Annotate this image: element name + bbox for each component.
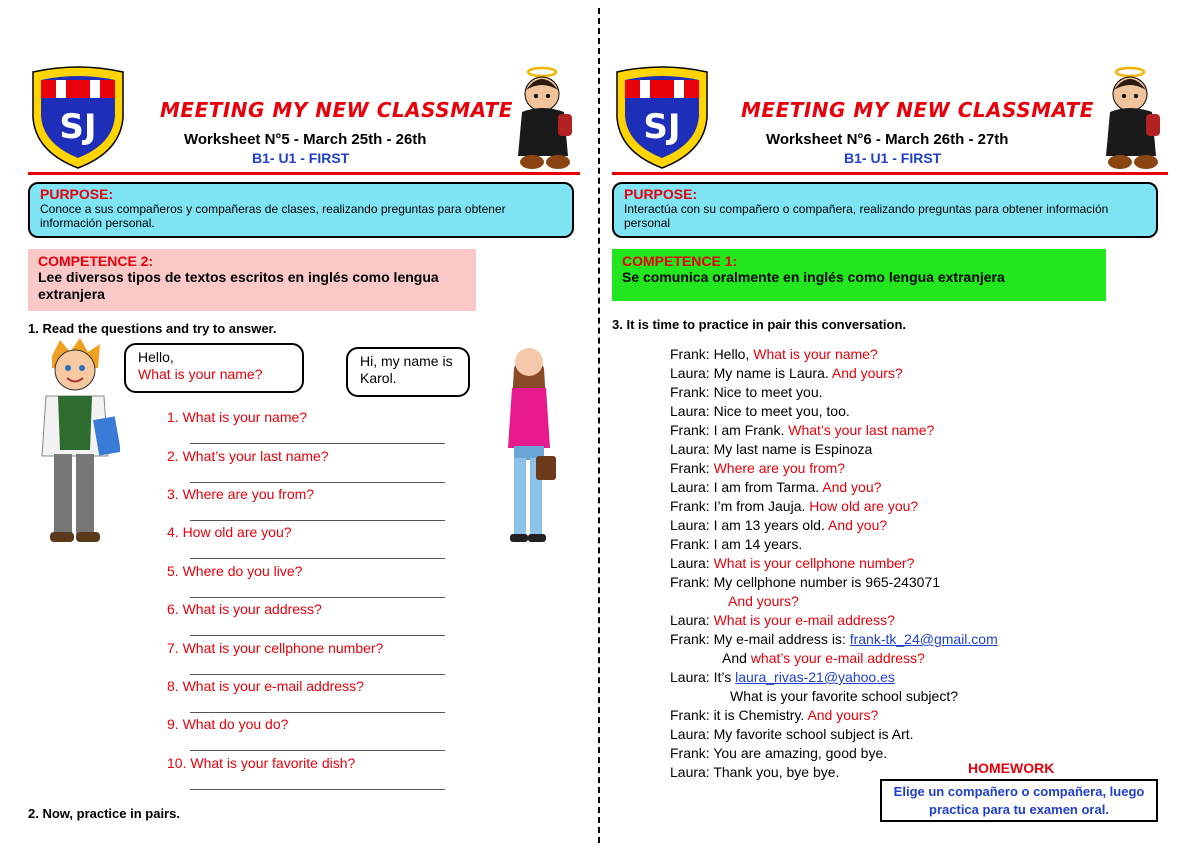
instruction-practice-conversation: 3. It is time to practice in pair this conversation. bbox=[612, 317, 907, 332]
purpose-label: PURPOSE: bbox=[40, 186, 114, 202]
conversation-line: And yours? bbox=[728, 593, 799, 609]
header-rule bbox=[28, 172, 580, 175]
competence-box bbox=[612, 249, 1106, 301]
competence-text: Se comunica oralmente en inglés como lengua extranjera bbox=[622, 269, 1005, 285]
question-4: 4. How old are you? bbox=[167, 524, 292, 540]
conversation-line: Laura: I am from Tarma. And you? bbox=[670, 479, 882, 495]
homework-box: Elige un compañero o compañera, luego practica para tu examen oral. bbox=[880, 779, 1158, 822]
purpose-box bbox=[28, 182, 574, 238]
answer-line-7[interactable] bbox=[190, 674, 445, 675]
conversation-line: Frank: Nice to meet you. bbox=[670, 384, 823, 400]
conversation-line: Laura: What is your cellphone number? bbox=[670, 555, 915, 571]
conversation-line: Frank: You are amazing, good bye. bbox=[670, 745, 888, 761]
svg-text:SJ: SJ bbox=[59, 107, 97, 147]
speech-bubble-hello bbox=[124, 343, 304, 393]
speech-bubble-karol: Hi, my name is Karol. bbox=[346, 347, 470, 397]
answer-line-3[interactable] bbox=[190, 520, 445, 521]
conversation-line: Frank: I’m from Jauja. How old are you? bbox=[670, 498, 919, 514]
conversation-line: What is your favorite school subject? bbox=[730, 688, 958, 704]
girl-student-illustration bbox=[494, 338, 564, 550]
question-3: 3. Where are you from? bbox=[167, 486, 315, 502]
conversation-line: Frank: I am Frank. What’s your last name? bbox=[670, 422, 935, 438]
answer-line-9[interactable] bbox=[190, 750, 445, 751]
cartoon-saint-icon bbox=[1100, 64, 1168, 172]
purpose-label: PURPOSE: bbox=[624, 186, 698, 202]
answer-line-5[interactable] bbox=[190, 597, 445, 598]
conversation-line: Laura: I am 13 years old. And you? bbox=[670, 517, 888, 533]
page-divider bbox=[598, 8, 600, 843]
school-shield-logo bbox=[612, 66, 712, 170]
conversation-line: Laura: My favorite school subject is Art. bbox=[670, 726, 914, 742]
question-10: 10. What is your favorite dish? bbox=[167, 755, 356, 771]
page-title: MEETING MY NEW CLASSMATE bbox=[160, 98, 513, 122]
worksheet-title: Worksheet N°5 - March 25th - 26th bbox=[184, 131, 427, 148]
conversation-line: And what’s your e-mail address? bbox=[722, 650, 925, 666]
question-7: 7. What is your cellphone number? bbox=[167, 640, 384, 656]
answer-line-8[interactable] bbox=[190, 712, 445, 713]
conversation-line: Laura: Thank you, bye bye. bbox=[670, 764, 840, 780]
question-2: 2. What’s your last name? bbox=[167, 448, 329, 464]
email-link-laura[interactable]: laura_rivas-21@yahoo.es bbox=[735, 669, 895, 685]
boy-student-illustration bbox=[30, 338, 120, 550]
question-8: 8. What is your e-mail address? bbox=[167, 678, 364, 694]
conversation-line: Frank: My cellphone number is 965-243071 bbox=[670, 574, 941, 590]
unit-title: B1- U1 - FIRST bbox=[844, 150, 942, 166]
instruction-read-questions: 1. Read the questions and try to answer. bbox=[28, 321, 277, 336]
question-5: 5. Where do you live? bbox=[167, 563, 303, 579]
question-1: 1. What is your name? bbox=[167, 409, 308, 425]
conversation-line: Frank: I am 14 years. bbox=[670, 536, 803, 552]
conversation-line: Laura: My name is Laura. And yours? bbox=[670, 365, 903, 381]
conversation-line: Frank: Where are you from? bbox=[670, 460, 846, 476]
svg-text:SJ: SJ bbox=[643, 107, 681, 147]
bubble-hello-line1: Hello, bbox=[138, 349, 174, 365]
cartoon-saint-icon bbox=[512, 64, 580, 172]
unit-title: B1- U1 - FIRST bbox=[252, 150, 350, 166]
header-rule bbox=[612, 172, 1168, 175]
homework-title: HOMEWORK bbox=[968, 760, 1055, 776]
school-shield-logo bbox=[28, 66, 128, 170]
competence-box bbox=[28, 249, 476, 311]
conversation-line: Laura: It’s laura_rivas-21@yahoo.es bbox=[670, 669, 895, 685]
answer-line-6[interactable] bbox=[190, 635, 445, 636]
question-6: 6. What is your address? bbox=[167, 601, 322, 617]
competence-label: COMPETENCE 1: bbox=[622, 253, 738, 269]
worksheet-title: Worksheet N°6 - March 26th - 27th bbox=[766, 131, 1009, 148]
competence-label: COMPETENCE 2: bbox=[38, 253, 154, 269]
conversation-line: Frank: My e-mail address is: frank-tk_24@gmail.com bbox=[670, 631, 998, 647]
conversation-line: Frank: it is Chemistry. And yours? bbox=[670, 707, 879, 723]
conversation-line: Frank: Hello, What is your name? bbox=[670, 346, 878, 362]
purpose-box bbox=[612, 182, 1158, 238]
conversation-line: Laura: What is your e-mail address? bbox=[670, 612, 895, 628]
conversation-line: Laura: My last name is Espinoza bbox=[670, 441, 873, 457]
purpose-text: Conoce a sus compañeros y compañeras de clases, realizando preguntas para obtener información personal. bbox=[40, 202, 506, 230]
conversation bbox=[670, 345, 998, 782]
purpose-text: Interactúa con su compañero o compañera, realizando preguntas para obtener información personal bbox=[624, 202, 1109, 230]
bubble-hello-line2: What is your name? bbox=[138, 366, 263, 382]
answer-line-4[interactable] bbox=[190, 558, 445, 559]
conversation-line: Laura: Nice to meet you, too. bbox=[670, 403, 850, 419]
answer-line-1[interactable] bbox=[190, 443, 445, 444]
answer-line-10[interactable] bbox=[190, 789, 445, 790]
answer-line-2[interactable] bbox=[190, 482, 445, 483]
question-9: 9. What do you do? bbox=[167, 716, 289, 732]
competence-text: Lee diversos tipos de textos escritos en inglés como lengua extranjera bbox=[38, 269, 439, 302]
instruction-practice-pairs: 2. Now, practice in pairs. bbox=[28, 806, 180, 821]
email-link-frank[interactable]: frank-tk_24@gmail.com bbox=[849, 631, 998, 647]
page-title: MEETING MY NEW CLASSMATE bbox=[741, 98, 1094, 122]
